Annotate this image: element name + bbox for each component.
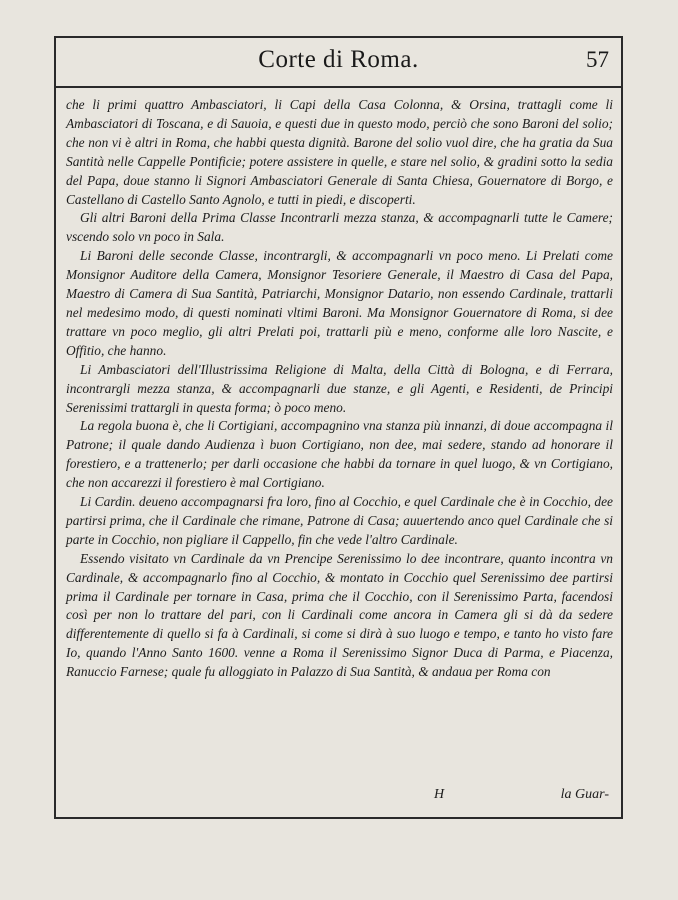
signature-mark: H: [434, 787, 445, 802]
paragraph: Gli altri Baroni della Prima Classe Incontrarli mezza stanza, & accompagnarli tutte le Camere; vscendo solo vn poco in Sala.: [66, 210, 613, 245]
paragraph: Li Cardin. deueno accompagnarsi fra loro, fino al Cocchio, e quel Cardinale che è in Cocchio, dee partirsi prima, che il Cardinale che rimane, Patrone di Casa; auuertendo anco quel Cardinale che si parte in Cocchio, non pigliare il Cappello, fin che vede l'altro Cardinale.: [66, 494, 613, 547]
paragraph: che li primi quattro Ambasciatori, li Capi della Casa Colonna, & Orsina, trattagli come li Ambasciatori di Toscana, e di Sauoia, e questi due in questo modo, perciò che sono Baroni del solio; che non vi è altri in Roma, che habbi questa dignità. Barone del solio vuol dire, che ha gratia da Sua Santità nelle Cappelle Pontificie; potere assistere in quelle, e stare nel solio, & gradini sotto la sedia del Papa, doue stanno li Signori Ambasciatori Generale di Santa Chiesa, Gouernatore di Borgo, e Castellano di Castello Santo Agnolo, e tutti in piedi, e discoperti.: [66, 97, 613, 207]
footer-line: [56, 787, 609, 809]
page-number: 57: [586, 47, 609, 72]
paragraph: La regola buona è, che li Cortigiani, accompagnino vna stanza più innanzi, di doue accompagna il Patrone; il quale dando Audienza ì buon Cortigiano, non dee, mai sedere, stando ad honorare il forestiero, e a trattenerlo; per darli occasione che habbi da tornare in quel luogo, & vn Cortigiano, che non accarezzi il forestiero è mal Cortigiano.: [66, 418, 613, 491]
catchword: la Guar-: [560, 787, 609, 802]
running-head: [56, 38, 621, 88]
paragraph: Li Baroni delle seconde Classe, incontrargli, & accompagnarli vn poco meno. Li Prelati come Monsignor Auditore della Camera, Monsignor Tesoriere Generale, il Maestro di Casa del Papa, Maestro di Camera di Sua Santità, Patriarchi, Monsignor Datario, non essendo Cardinale, trattarli nel medesimo modo, di questi nominati vltimi Baroni. Ma Monsignor Gouernatore di Roma, si dee trattare vn poco meglio, gli altri Prelati poi, trattarli più e meno, conforme alle loro Nascite, e Offitio, che hanno.: [66, 248, 613, 358]
body-text: [66, 96, 613, 682]
page-frame: [54, 36, 623, 819]
page-title: Corte di Roma.: [258, 46, 419, 73]
paragraph: Essendo visitato vn Cardinale da vn Prencipe Serenissimo lo dee incontrare, quanto incontra vn Cardinale, & accompagnarlo fino al Cocchio, & montato in Cocchio quel Serenissimo dee partirsi prima il Cardinale per tornare in Casa, prima che il Cocchio, con il Serenissimo Parta, facendosi così per non lo trattare del pari, con li Cardinali come ancora in Camera gli si dà da sedere differentemente di quello si fa à Cardinali, si come si dirà à suo luogo e tempo, e tanto ho visto fare Io, quando l'Anno Santo 1600. venne a Roma il Serenissimo Signor Duca di Parma, e Piacenza, Ranuccio Farnese; quale fu alloggiato in Palazzo di Sua Santità, & andaua per Roma con: [66, 550, 613, 680]
paragraph: Li Ambasciatori dell'Illustrissima Religione di Malta, della Città di Bologna, e di Ferrara, incontrargli mezza stanza, & accompagnarli due stanze, e gli Agenti, e Residenti, de Principi Serenissimi trattargli in questa forma; ò poco meno.: [66, 361, 613, 415]
